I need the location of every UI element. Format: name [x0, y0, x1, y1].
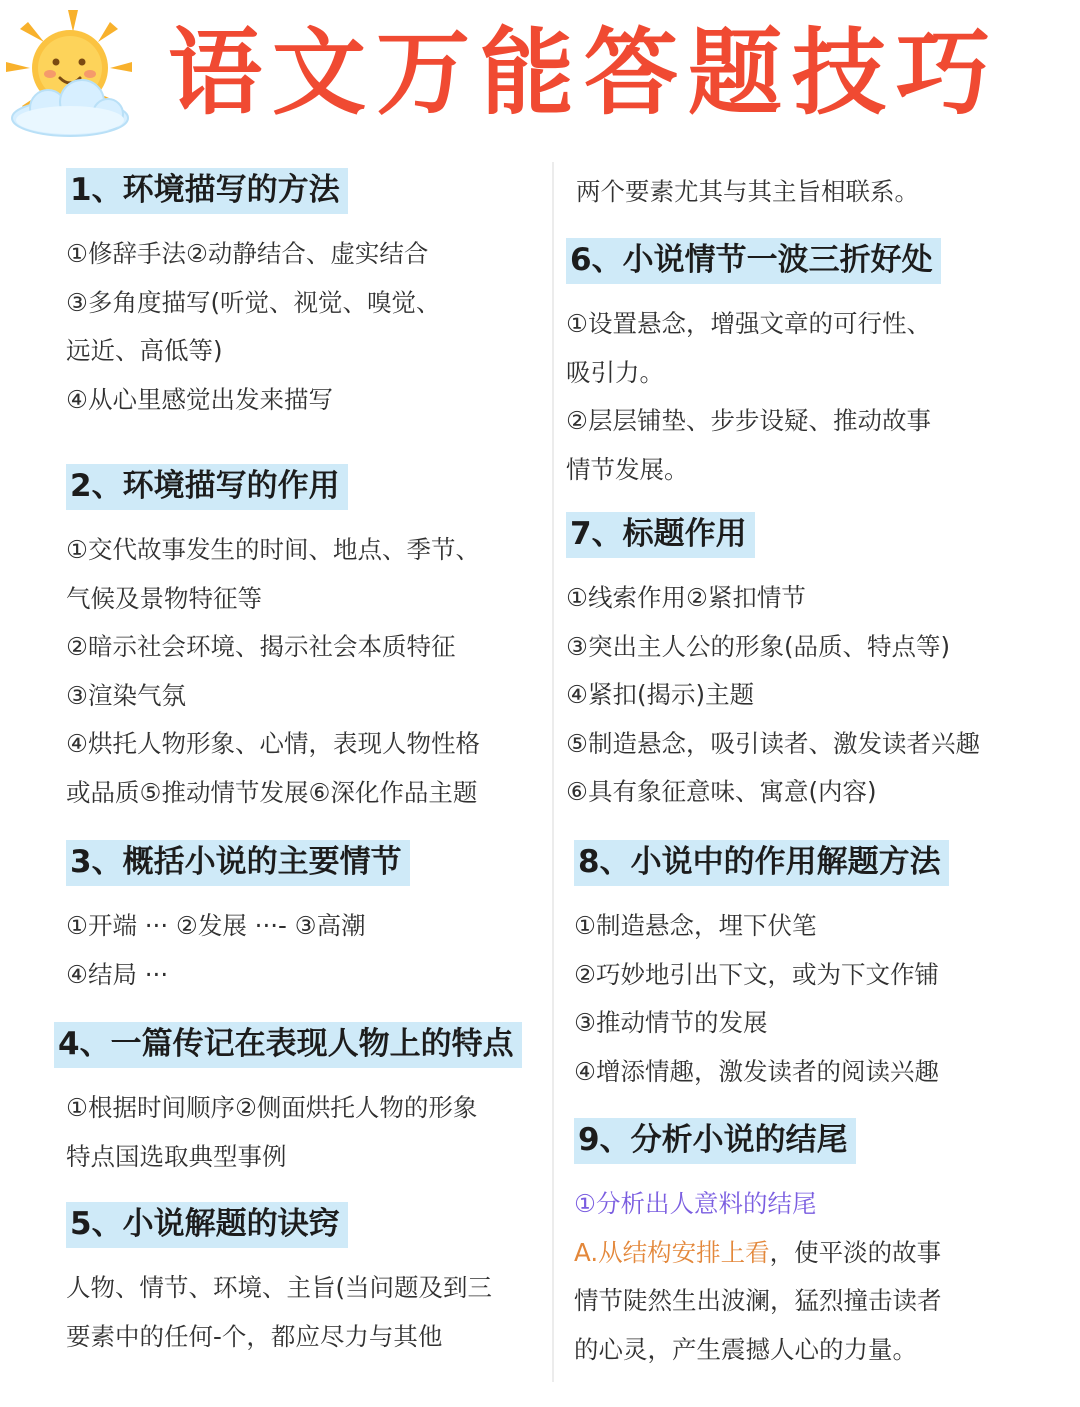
section-heading: 8、小说中的作用解题方法 [574, 840, 949, 886]
section-subheading: ①分析出人意料的结尾 [574, 1189, 817, 1218]
section-6 [566, 238, 941, 494]
continued-text [576, 168, 919, 217]
section-heading: 4、一篇传记在表现人物上的特点 [54, 1022, 522, 1068]
section-heading: 6、小说情节一波三折好处 [566, 238, 941, 284]
section-line-rest: ，使平淡的故事 [769, 1237, 942, 1267]
section-8 [574, 840, 949, 1096]
section-line: ③推动情节的发展 [574, 1008, 768, 1037]
section-line: ⑤制造悬念，吸引读者、激发读者兴趣 [566, 728, 980, 758]
section-3 [66, 840, 410, 999]
section-4 [54, 1022, 522, 1181]
highlight-text: A.从结构安排上看 [574, 1237, 770, 1267]
section-line: 情节发展。 [566, 454, 689, 484]
section-line: 或品质⑤推动情节发展⑥深化作品主题 [66, 777, 478, 807]
section-line: 气候及景物特征等 [66, 583, 262, 613]
section-line: ④紧扣(揭示)主题 [566, 680, 755, 709]
section-line: ③突出主人公的形象(品质、特点等) [566, 631, 951, 661]
section-line: 特点国选取典型事例 [66, 1141, 287, 1171]
section-heading: 7、标题作用 [566, 512, 755, 558]
section-line: ②巧妙地引出下文，或为下文作铺 [574, 959, 939, 989]
section-line: ④结局 ··· [66, 959, 169, 989]
section-2 [66, 464, 480, 817]
column-divider [552, 162, 554, 1382]
section-line: 吸引力。 [566, 357, 664, 387]
section-line: ①线索作用②紧扣情节 [566, 583, 806, 612]
section-line: ③渲染气氛 [66, 680, 186, 710]
section-line: ②层层铺垫、步步设疑、推动故事 [566, 406, 931, 435]
section-line: ④增添情趣，激发读者的阅读兴趣 [574, 1056, 939, 1086]
section-5 [66, 1202, 492, 1361]
section-line: ⑥具有象征意味、寓意(内容) [566, 777, 877, 806]
section-line: 两个要素尤其与其主旨相联系。 [576, 177, 919, 206]
section-line: ①制造悬念，埋下伏笔 [574, 911, 817, 940]
sun-cloud-icon [0, 6, 150, 146]
section-heading: 5、小说解题的诀窍 [66, 1202, 348, 1248]
section-7 [566, 512, 980, 817]
section-9 [574, 1118, 942, 1374]
section-heading: 2、环境描写的作用 [66, 464, 348, 510]
section-line: 要素中的任何-个，都应尽力与其他 [66, 1321, 443, 1351]
section-heading: 9、分析小说的结尾 [574, 1118, 856, 1164]
section-line: 的心灵，产生震撼人心的力量。 [574, 1334, 917, 1364]
section-heading: 3、概括小说的主要情节 [66, 840, 410, 886]
section-line: 情节陡然生出波澜，猛烈撞击读者 [574, 1286, 942, 1315]
section-line: ②暗示社会环境、揭示社会本质特征 [66, 632, 456, 661]
section-line: ①设置悬念，增强文章的可行性、 [566, 309, 931, 338]
section-line: 远近、高低等) [66, 336, 223, 365]
section-line: ④烘托人物形象、心情，表现人物性格 [66, 729, 480, 758]
section-line [574, 1229, 942, 1278]
header [0, 0, 1080, 150]
section-heading: 1、环境描写的方法 [66, 168, 348, 214]
section-line: 人物、情节、环境、主旨(当问题及到三 [66, 1273, 493, 1302]
section-1 [66, 168, 441, 424]
section-line: ④从心里感觉出发来描写 [66, 384, 333, 414]
page-title: 语文万能答题技巧 [168, 19, 1001, 128]
section-line: ③多角度描写(听觉、视觉、嗅觉、 [66, 287, 441, 317]
section-line: ①根据时间顺序②侧面烘托人物的形象 [66, 1093, 478, 1122]
section-line: ①开端 ··· ②发展 ···- ③高潮 [66, 911, 366, 940]
section-line: ①交代故事发生的时间、地点、季节、 [66, 535, 480, 564]
section-line: ①修辞手法②动静结合、虚实结合 [66, 239, 429, 268]
